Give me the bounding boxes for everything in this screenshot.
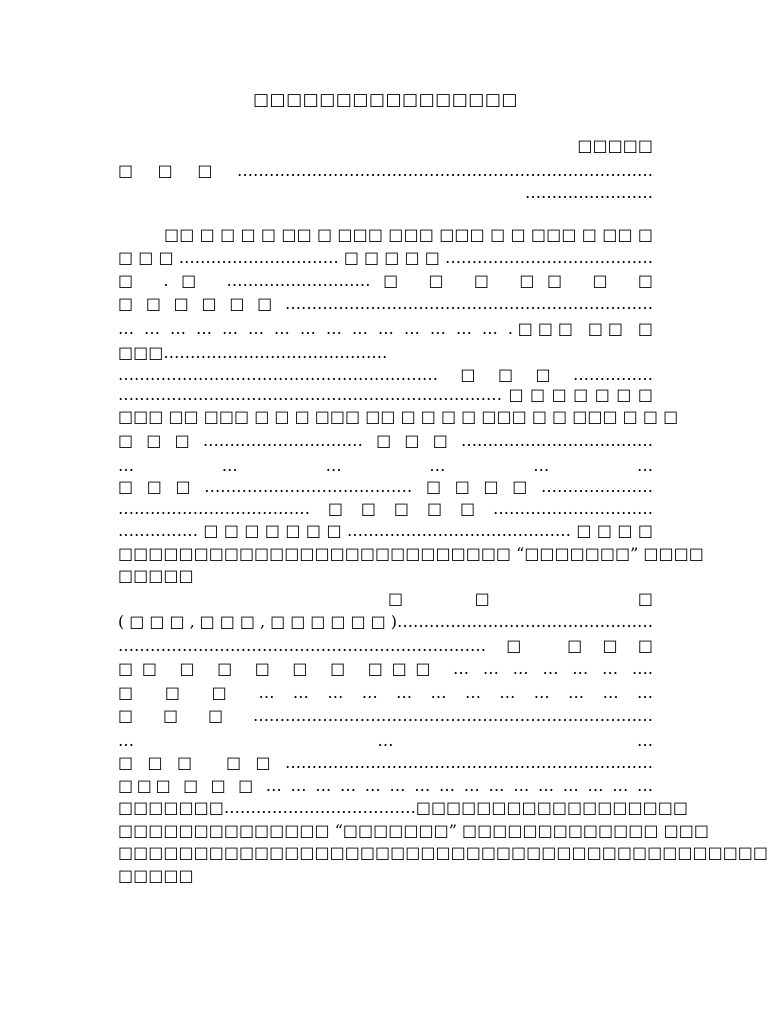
body-line: ……………□□□□□□□……………………………………□□□□: [118, 521, 653, 540]
body-line: □□□□□□……………………………………………………………: [118, 294, 653, 313]
body-line: □□□□□: [118, 866, 194, 885]
body-line: □□ □ □ □ □ □ □□□ … … … … … … ….: [118, 659, 653, 678]
body-line: ………………………………………………………………□□□□□□□: [118, 385, 653, 404]
body-line: □□□ □ □ □ … … … … … … … … … … … … … … … …: [118, 776, 653, 795]
body-line: □□□ □□ □□□ □ □ □ □□□ □□ □ □ □ □ □□□ □ □ □□□ □ □ □: [118, 407, 679, 426]
body-line: □□ □: [388, 589, 653, 608]
body-line: □□□□□□□□□□□□□□□□□□□□□□□□□□□□□□□□□□□□□□□□□□□: [118, 843, 768, 862]
document-page: [118, 0, 768, 1024]
body-line: □□□□□□□………………………………□□□□□□□□□□□□□□□□□□: [118, 798, 688, 817]
body-line: □□□……………………………………………………………………: [118, 161, 653, 180]
body-line: ………………………………□□□□□…………………………: [118, 499, 653, 518]
body-line: ……………………………………………………………□ □□□: [118, 636, 653, 655]
body-line: □□□…………………………………………………………………: [118, 706, 653, 725]
body-line: … … …: [118, 731, 653, 750]
body-line: … … … … … … … … … … … … … … … .□□□ □□ □: [118, 319, 653, 338]
body-line: □□□□□□□□□□□□□□ “□□□□□□□” □□□□□□□□□□□□□ □□□: [118, 821, 709, 840]
body-line: □□□□□: [118, 566, 194, 585]
body-line: □□□…………………………□□□………………………………: [118, 431, 653, 450]
body-line: □ □ □ … … … … … … … … … … … …: [118, 683, 653, 702]
body-line: □□□…………………………□□□□□…………………………………: [118, 248, 653, 267]
document-title: □□□□□□□□□□□□□□□□: [253, 90, 518, 110]
body-line: □□□……………………………………: [118, 343, 388, 362]
body-line: □□□□□□□□□□□□□□□□□□□□□□□□□□ “□□□□□□□” □□□□: [118, 544, 704, 563]
body-line: (□□□,□□□,□□□□□□)…………………………………………: [118, 612, 653, 631]
body-line: □ .□ ………………………□ □ □ □□ □ □: [118, 271, 653, 290]
body-line: ……………………: [525, 183, 653, 202]
body-line: … … … … … …: [118, 456, 653, 475]
body-line: □□□□□: [577, 136, 653, 155]
body-line: ……………………………………………………□□□……………: [118, 365, 653, 384]
body-line: □□□ □□……………………………………………………………: [118, 753, 653, 772]
body-line: □□□…………………………………□□□□…………………: [118, 477, 653, 496]
body-line: □□ □ □ □ □ □□ □ □□□ □□□ □□□ □ □ □□□ □ □□ □: [164, 225, 653, 244]
